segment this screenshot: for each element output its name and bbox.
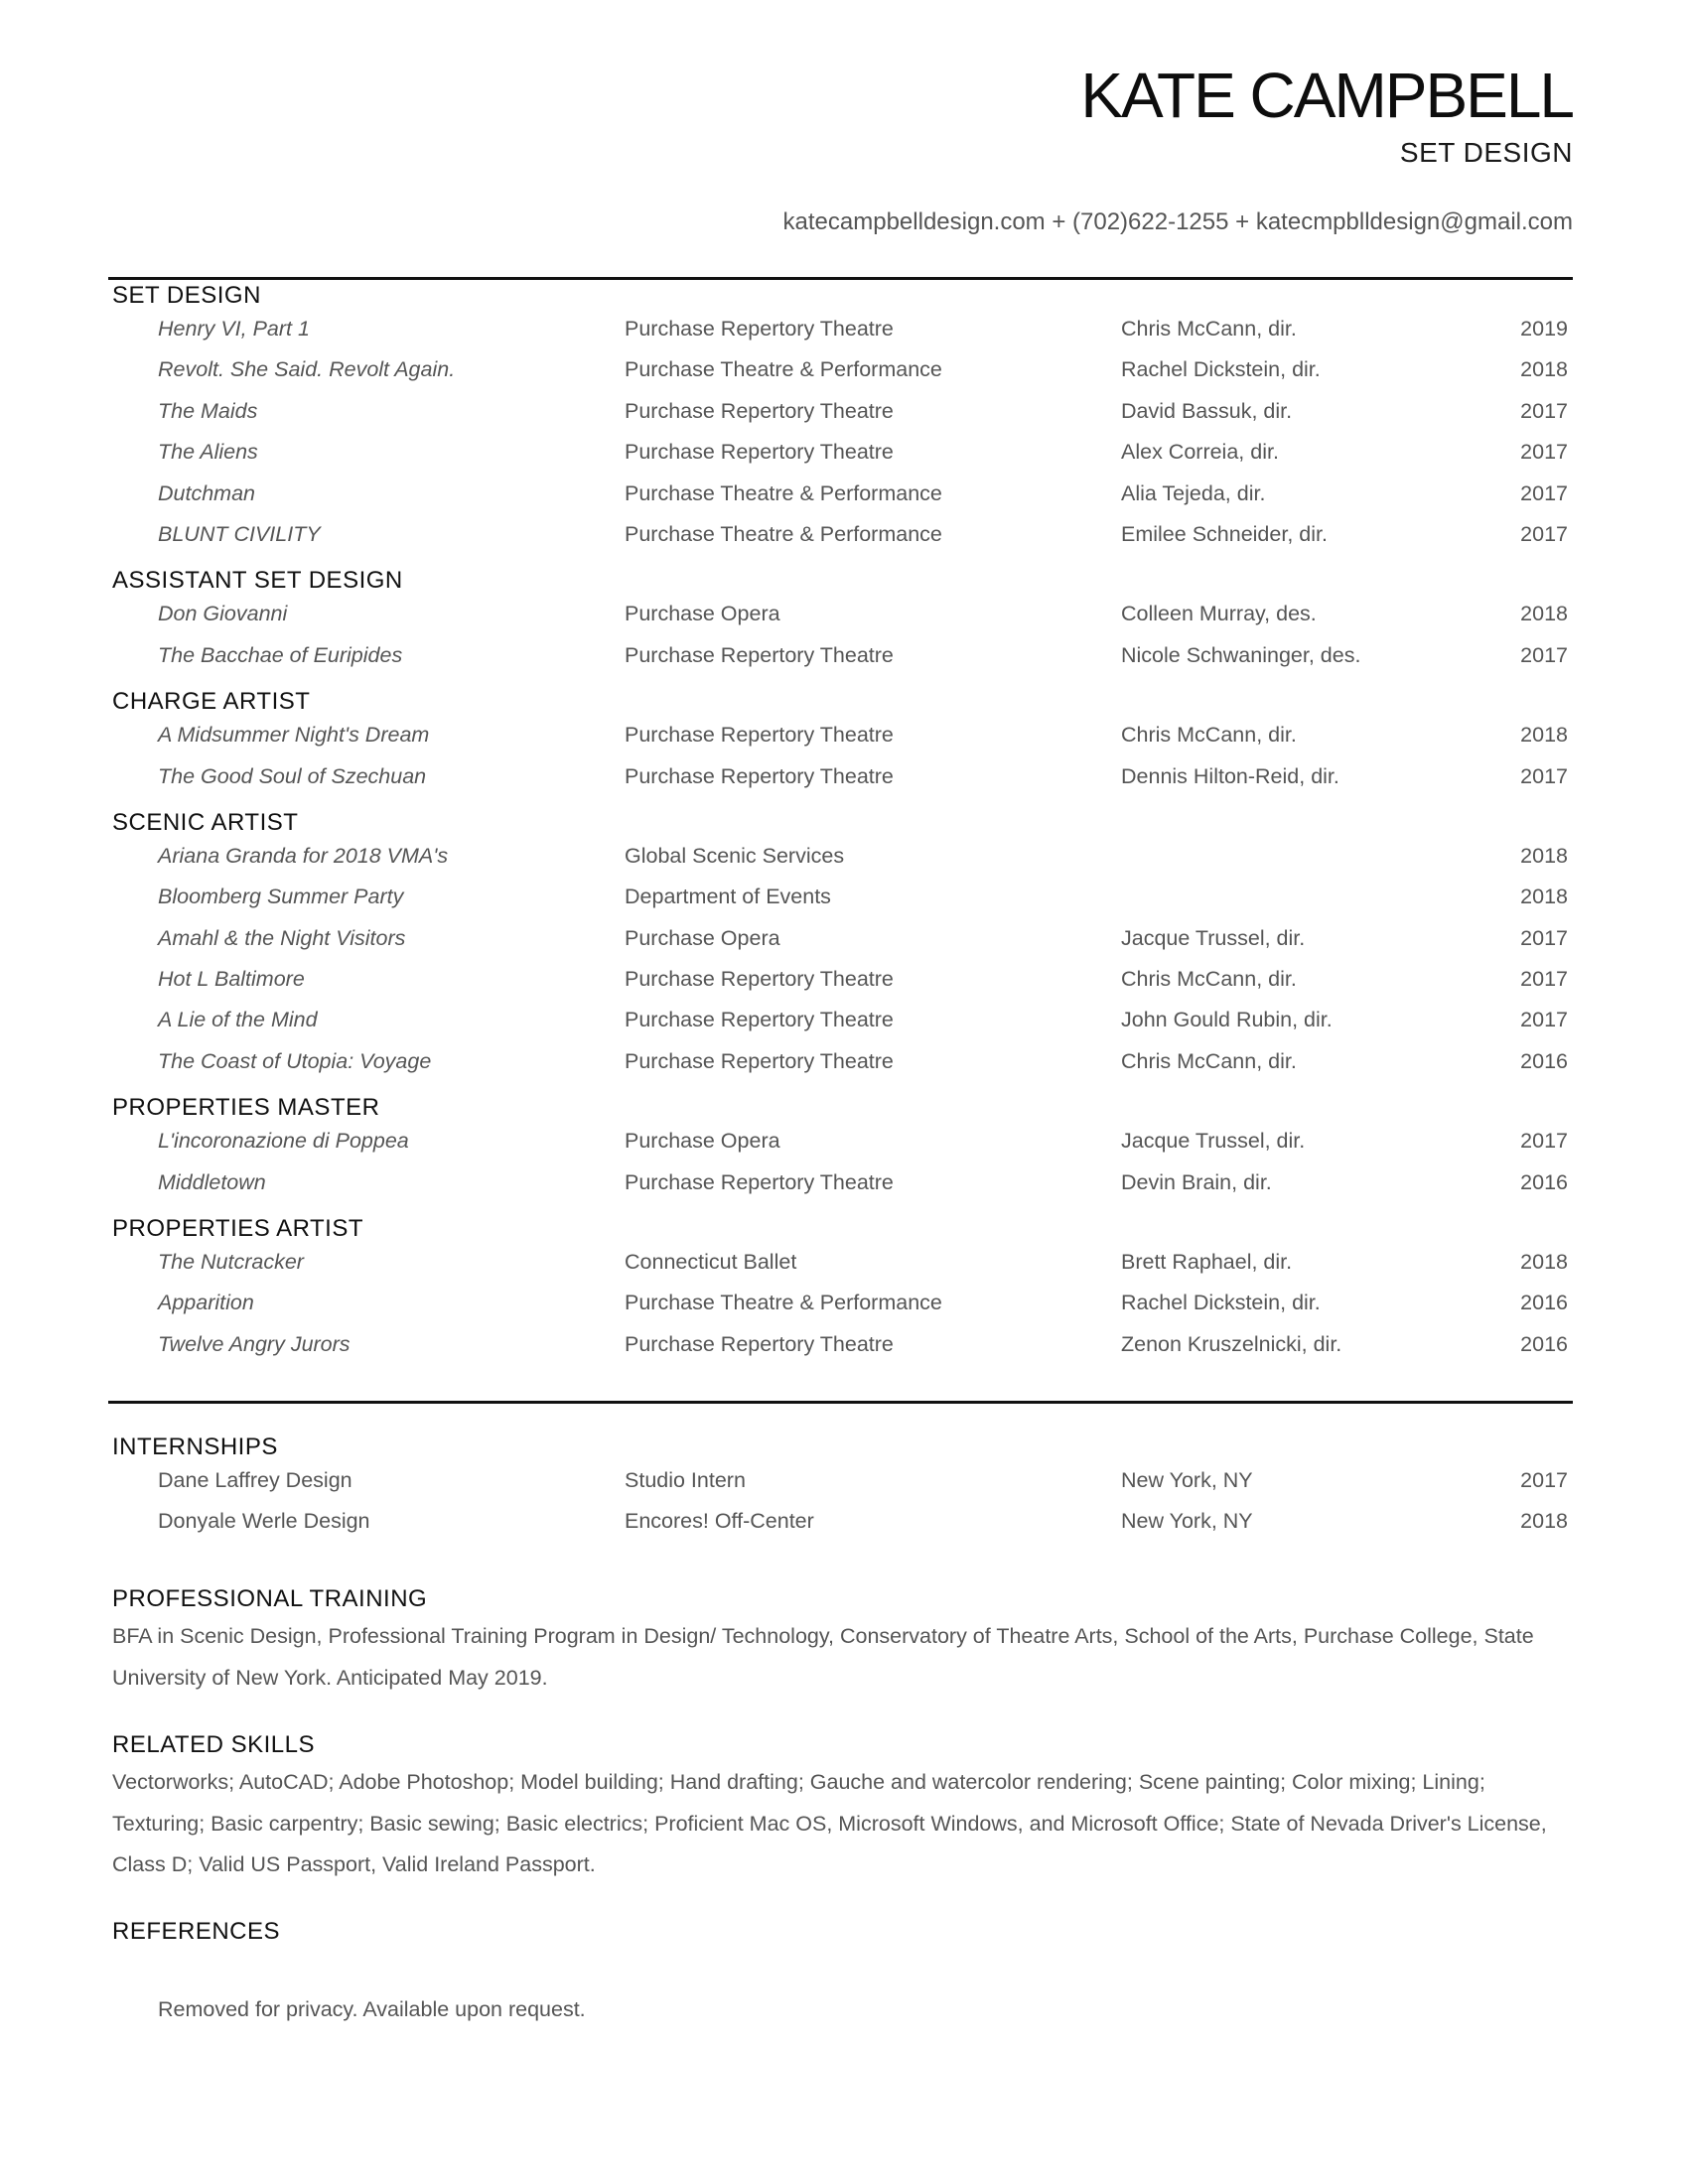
credit-row [112, 480, 1572, 524]
director-name: Devin Brain, dir. [1121, 1169, 1272, 1194]
credit-row [112, 1252, 1572, 1293]
company-name: Connecticut Ballet [625, 1250, 797, 1275]
internship-location: New York, NY [1121, 1509, 1253, 1534]
director-name: Chris McCann, dir. [1121, 967, 1297, 992]
director-name: Brett Raphael, dir. [1121, 1250, 1293, 1275]
credit-year: 2017 [1520, 398, 1568, 423]
internships-title: INTERNSHIPS [112, 1433, 278, 1460]
credit-year: 2016 [1520, 1169, 1568, 1194]
credit-section [112, 569, 1572, 686]
company-name: Purchase Repertory Theatre [625, 317, 894, 341]
credit-year: 2018 [1520, 1250, 1568, 1275]
contact-line: katecampbelldesign.com + (702)622-1255 + katecmpblldesign@gmail.com [782, 208, 1573, 235]
production-title: Ariana Granda for 2018 VMA's [158, 843, 449, 868]
production-title: Hot L Baltimore [158, 967, 305, 992]
director-name: Chris McCann, dir. [1121, 723, 1297, 748]
director-name: Chris McCann, dir. [1121, 1048, 1297, 1073]
section-title: CHARGE ARTIST [112, 688, 311, 716]
credit-year: 2017 [1520, 521, 1568, 546]
company-name: Department of Events [625, 885, 831, 909]
header-divider [108, 277, 1573, 280]
credit-row [112, 843, 1572, 887]
credit-year: 2016 [1520, 1048, 1568, 1073]
training-section [112, 1587, 1582, 1699]
internship-role: Encores! Off-Center [625, 1509, 814, 1534]
production-title: The Bacchae of Euripides [158, 642, 403, 667]
credit-year: 2018 [1520, 885, 1568, 909]
credit-year: 2017 [1520, 967, 1568, 992]
company-name: Purchase Opera [625, 602, 780, 626]
production-title: The Aliens [158, 440, 258, 465]
skills-section [112, 1733, 1582, 1886]
production-title: BLUNT CIVILITY [158, 521, 321, 546]
internship-role: Studio Intern [625, 1468, 746, 1492]
production-title: L'incoronazione di Poppea [158, 1129, 409, 1154]
section-title: PROPERTIES MASTER [112, 1094, 380, 1122]
credit-year: 2017 [1520, 763, 1568, 788]
company-name: Purchase Repertory Theatre [625, 723, 894, 748]
company-name: Purchase Repertory Theatre [625, 1169, 894, 1194]
director-name: Dennis Hilton-Reid, dir. [1121, 763, 1339, 788]
credit-row [112, 887, 1572, 927]
credit-row [112, 969, 1572, 1010]
company-name: Purchase Repertory Theatre [625, 967, 894, 992]
internship-company: Dane Laffrey Design [158, 1468, 352, 1492]
internship-row [112, 1511, 1582, 1552]
credit-year: 2017 [1520, 1129, 1568, 1154]
company-name: Purchase Theatre & Performance [625, 357, 942, 382]
training-title: PROFESSIONAL TRAINING [112, 1585, 428, 1612]
credit-year: 2019 [1520, 317, 1568, 341]
company-name: Purchase Repertory Theatre [625, 1048, 894, 1073]
production-title: Twelve Angry Jurors [158, 1331, 351, 1356]
director-name: Emilee Schneider, dir. [1121, 521, 1328, 546]
production-title: The Good Soul of Szechuan [158, 763, 427, 788]
references-section [112, 1920, 1582, 2022]
credit-section [112, 808, 1572, 1092]
credit-year: 2017 [1520, 480, 1568, 505]
credit-row [112, 398, 1572, 442]
company-name: Purchase Repertory Theatre [625, 642, 894, 667]
training-text: BFA in Scenic Design, Professional Training Program in Design/ Technology, Conservatory of Theatre Arts, School of the Arts, Purchase College, State University of New York. Anticipated May 2019. [112, 1624, 1534, 1690]
internship-year: 2018 [1520, 1509, 1568, 1534]
section-title: PROPERTIES ARTIST [112, 1215, 364, 1243]
company-name: Purchase Repertory Theatre [625, 1331, 894, 1356]
candidate-name: KATE CAMPBELL [1080, 60, 1573, 131]
section-title: SCENIC ARTIST [112, 808, 299, 836]
director-name: Alex Correia, dir. [1121, 440, 1279, 465]
production-title: Amahl & the Night Visitors [158, 925, 406, 950]
director-name: Colleen Murray, des. [1121, 602, 1317, 626]
credit-section [112, 284, 1572, 565]
section-title: SET DESIGN [112, 282, 261, 309]
credit-row [112, 1131, 1572, 1171]
production-title: Bloomberg Summer Party [158, 885, 404, 909]
company-name: Purchase Repertory Theatre [625, 763, 894, 788]
director-name: Alia Tejeda, dir. [1121, 480, 1266, 505]
credits-list [112, 284, 1572, 1379]
production-title: Don Giovanni [158, 602, 288, 626]
internship-company: Donyale Werle Design [158, 1509, 370, 1534]
credit-year: 2016 [1520, 1291, 1568, 1315]
credit-year: 2017 [1520, 925, 1568, 950]
company-name: Purchase Theatre & Performance [625, 480, 942, 505]
director-name: Zenon Kruszelnicki, dir. [1121, 1331, 1342, 1356]
company-name: Purchase Repertory Theatre [625, 1008, 894, 1032]
credit-row [112, 1169, 1572, 1213]
production-title: Henry VI, Part 1 [158, 317, 310, 341]
company-name: Purchase Opera [625, 925, 780, 950]
credit-row [112, 1048, 1572, 1092]
credit-row [112, 1293, 1572, 1333]
director-name: Rachel Dickstein, dir. [1121, 357, 1321, 382]
production-title: Revolt. She Said. Revolt Again. [158, 357, 456, 382]
credit-row [112, 319, 1572, 359]
production-title: The Maids [158, 398, 258, 423]
section-title: ASSISTANT SET DESIGN [112, 567, 403, 595]
company-name: Purchase Repertory Theatre [625, 440, 894, 465]
references-title: REFERENCES [112, 1918, 281, 1945]
production-title: Dutchman [158, 480, 255, 505]
credits-divider [108, 1401, 1573, 1404]
production-title: The Nutcracker [158, 1250, 304, 1275]
credit-section [112, 1217, 1572, 1375]
company-name: Purchase Repertory Theatre [625, 398, 894, 423]
credit-row [112, 1331, 1572, 1375]
production-title: The Coast of Utopia: Voyage [158, 1048, 432, 1073]
director-name: John Gould Rubin, dir. [1121, 1008, 1333, 1032]
company-name: Global Scenic Services [625, 843, 845, 868]
credit-row [112, 442, 1572, 482]
credit-year: 2018 [1520, 357, 1568, 382]
credit-year: 2016 [1520, 1331, 1568, 1356]
director-name: David Bassuk, dir. [1121, 398, 1293, 423]
credit-row [112, 521, 1572, 565]
skills-title: RELATED SKILLS [112, 1731, 315, 1758]
skills-text: Vectorworks; AutoCAD; Adobe Photoshop; Model building; Hand drafting; Gauche and watercolor rendering; Scene painting; Color mixing; Lining; Texturing; Basic carpentry; Basic sewing; Basic electrics; Proficient Mac OS, Microsoft Windows, and Microsoft Office; State of Nevada Driver's License, Class D; Valid US Passport, Valid Ireland Passport. [112, 1770, 1547, 1876]
company-name: Purchase Theatre & Performance [625, 521, 942, 546]
credit-section [112, 690, 1572, 807]
credit-row [112, 642, 1572, 686]
director-name: Rachel Dickstein, dir. [1121, 1291, 1321, 1315]
credit-section [112, 1096, 1572, 1213]
credit-row [112, 725, 1572, 765]
credit-year: 2017 [1520, 440, 1568, 465]
production-title: Apparition [158, 1291, 254, 1315]
production-title: A Midsummer Night's Dream [158, 723, 430, 748]
internship-location: New York, NY [1121, 1468, 1253, 1492]
references-text: Removed for privacy. Available upon request. [158, 1997, 586, 2021]
company-name: Purchase Opera [625, 1129, 780, 1154]
director-name: Jacque Trussel, dir. [1121, 1129, 1306, 1154]
credit-row [112, 763, 1572, 807]
credit-year: 2018 [1520, 843, 1568, 868]
production-title: A Lie of the Mind [158, 1008, 318, 1032]
credit-year: 2018 [1520, 602, 1568, 626]
director-name: Jacque Trussel, dir. [1121, 925, 1306, 950]
credit-row [112, 359, 1572, 400]
internship-row [112, 1470, 1582, 1511]
director-name: Nicole Schwaninger, des. [1121, 642, 1361, 667]
credit-row [112, 925, 1572, 969]
credit-year: 2018 [1520, 723, 1568, 748]
credit-row [112, 604, 1572, 644]
company-name: Purchase Theatre & Performance [625, 1291, 942, 1315]
candidate-discipline: SET DESIGN [1399, 137, 1573, 168]
credit-row [112, 1010, 1572, 1050]
internships-section [112, 1435, 1582, 1553]
credit-year: 2017 [1520, 1008, 1568, 1032]
director-name: Chris McCann, dir. [1121, 317, 1297, 341]
credit-year: 2017 [1520, 642, 1568, 667]
production-title: Middletown [158, 1169, 266, 1194]
internship-year: 2017 [1520, 1468, 1568, 1492]
